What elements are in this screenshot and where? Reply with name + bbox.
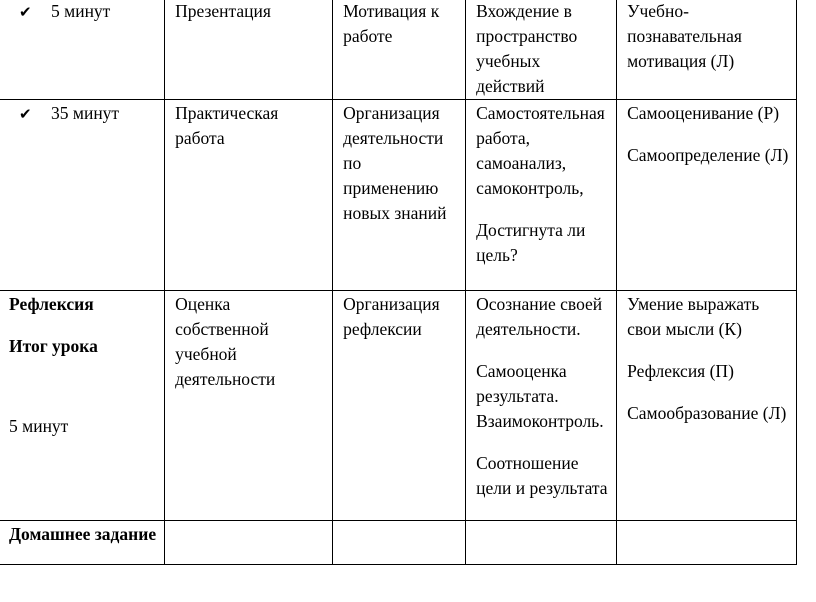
uud-cell: Учебно-познавательная мотивация (Л) — [617, 0, 797, 100]
empty-cell — [617, 521, 797, 565]
stage-cell: Рефлексия Итог урока 5 минут — [0, 291, 165, 521]
table-row — [0, 100, 797, 291]
uud-cell: Умение выражать свои мысли (К) Рефлексия (П) Самообразование (Л) — [617, 291, 797, 521]
teacher-activity-cell: Организация рефлексии — [333, 291, 466, 521]
checkmark-icon: ✔ — [19, 105, 32, 123]
method-cell: Оценка собственной учебной деятельности — [165, 291, 333, 521]
empty-cell — [466, 521, 617, 565]
uud-cell: Самооценивание (Р) Самоопределение (Л) — [617, 100, 797, 291]
teacher-activity-cell: Мотивация к работе — [333, 0, 466, 100]
student-activity-cell: Осознание своей деятельности. Самооценка результата. Взаимоконтроль. Соотношение цели и результата — [466, 291, 617, 521]
checkmark-icon: ✔ — [19, 3, 32, 21]
empty-cell — [165, 521, 333, 565]
method-cell: Практическая работа — [165, 100, 333, 291]
method-cell: Презентация — [165, 0, 333, 100]
stage-cell: Домашнее задание — [0, 521, 165, 565]
empty-cell — [333, 521, 466, 565]
stage-cell: ✔ 35 минут — [0, 100, 165, 291]
stage-cell: ✔ 5 минут — [0, 0, 165, 100]
student-activity-cell: Вхождение в пространство учебных действий — [466, 0, 617, 100]
table-row — [0, 0, 797, 100]
student-activity-cell: Самостоятельная работа, самоанализ, самоконтроль, Достигнута ли цель? — [466, 100, 617, 291]
table-row — [0, 521, 797, 565]
teacher-activity-cell: Организация деятельности по применению новых знаний — [333, 100, 466, 291]
table-row — [0, 291, 797, 521]
